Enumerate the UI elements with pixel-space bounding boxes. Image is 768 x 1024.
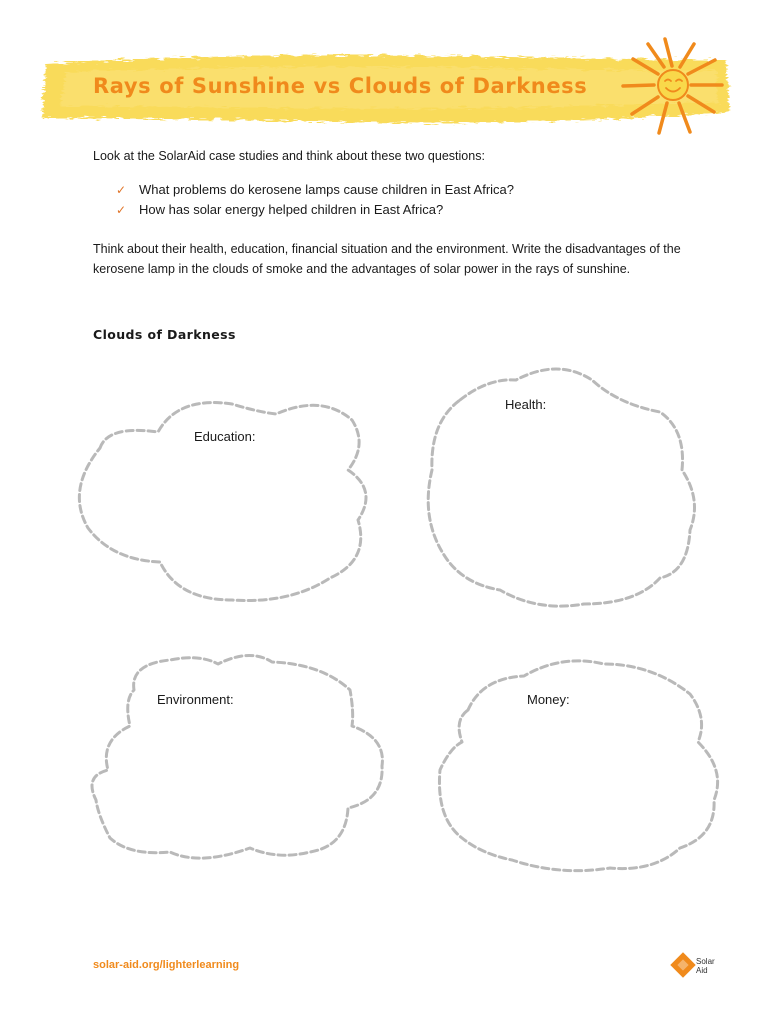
money-label: Money: [527, 692, 570, 707]
environment-label: Environment: [157, 692, 234, 707]
section-heading: Clouds of Darkness [93, 327, 236, 342]
question-list [116, 180, 514, 220]
question-text: What problems do kerosene lamps cause children in East Africa? [139, 182, 515, 197]
question-text: How has solar energy helped children in East Africa? [139, 202, 444, 217]
education-label: Education: [194, 429, 256, 444]
checkmark-icon: ✓ [116, 203, 127, 217]
instructions-text: Think about their health, education, financial situation and the environment. Write the disadvantages of the kerosene lamp in the clouds of smoke and the advantages of solar power in the rays of sunshine. [93, 242, 681, 276]
logo-line-1: Solar [696, 957, 715, 966]
health-cloud-outline [428, 369, 694, 606]
question-item [116, 180, 514, 200]
logo-line-2: Aid [696, 966, 708, 975]
smiling-sun-icon [618, 36, 726, 140]
health-label: Health: [505, 397, 547, 412]
page-title: Rays of Sunshine vs Clouds of Darkness [93, 74, 588, 98]
intro-text: Look at the SolarAid case studies and think about these two questions: [93, 149, 485, 163]
question-item [116, 200, 514, 220]
money-cloud-outline [439, 661, 717, 871]
logo-text [696, 957, 715, 975]
environment-cloud-outline [92, 655, 382, 858]
checkmark-icon: ✓ [116, 183, 127, 197]
footer-link[interactable]: solar-aid.org/lighterlearning [93, 959, 240, 971]
